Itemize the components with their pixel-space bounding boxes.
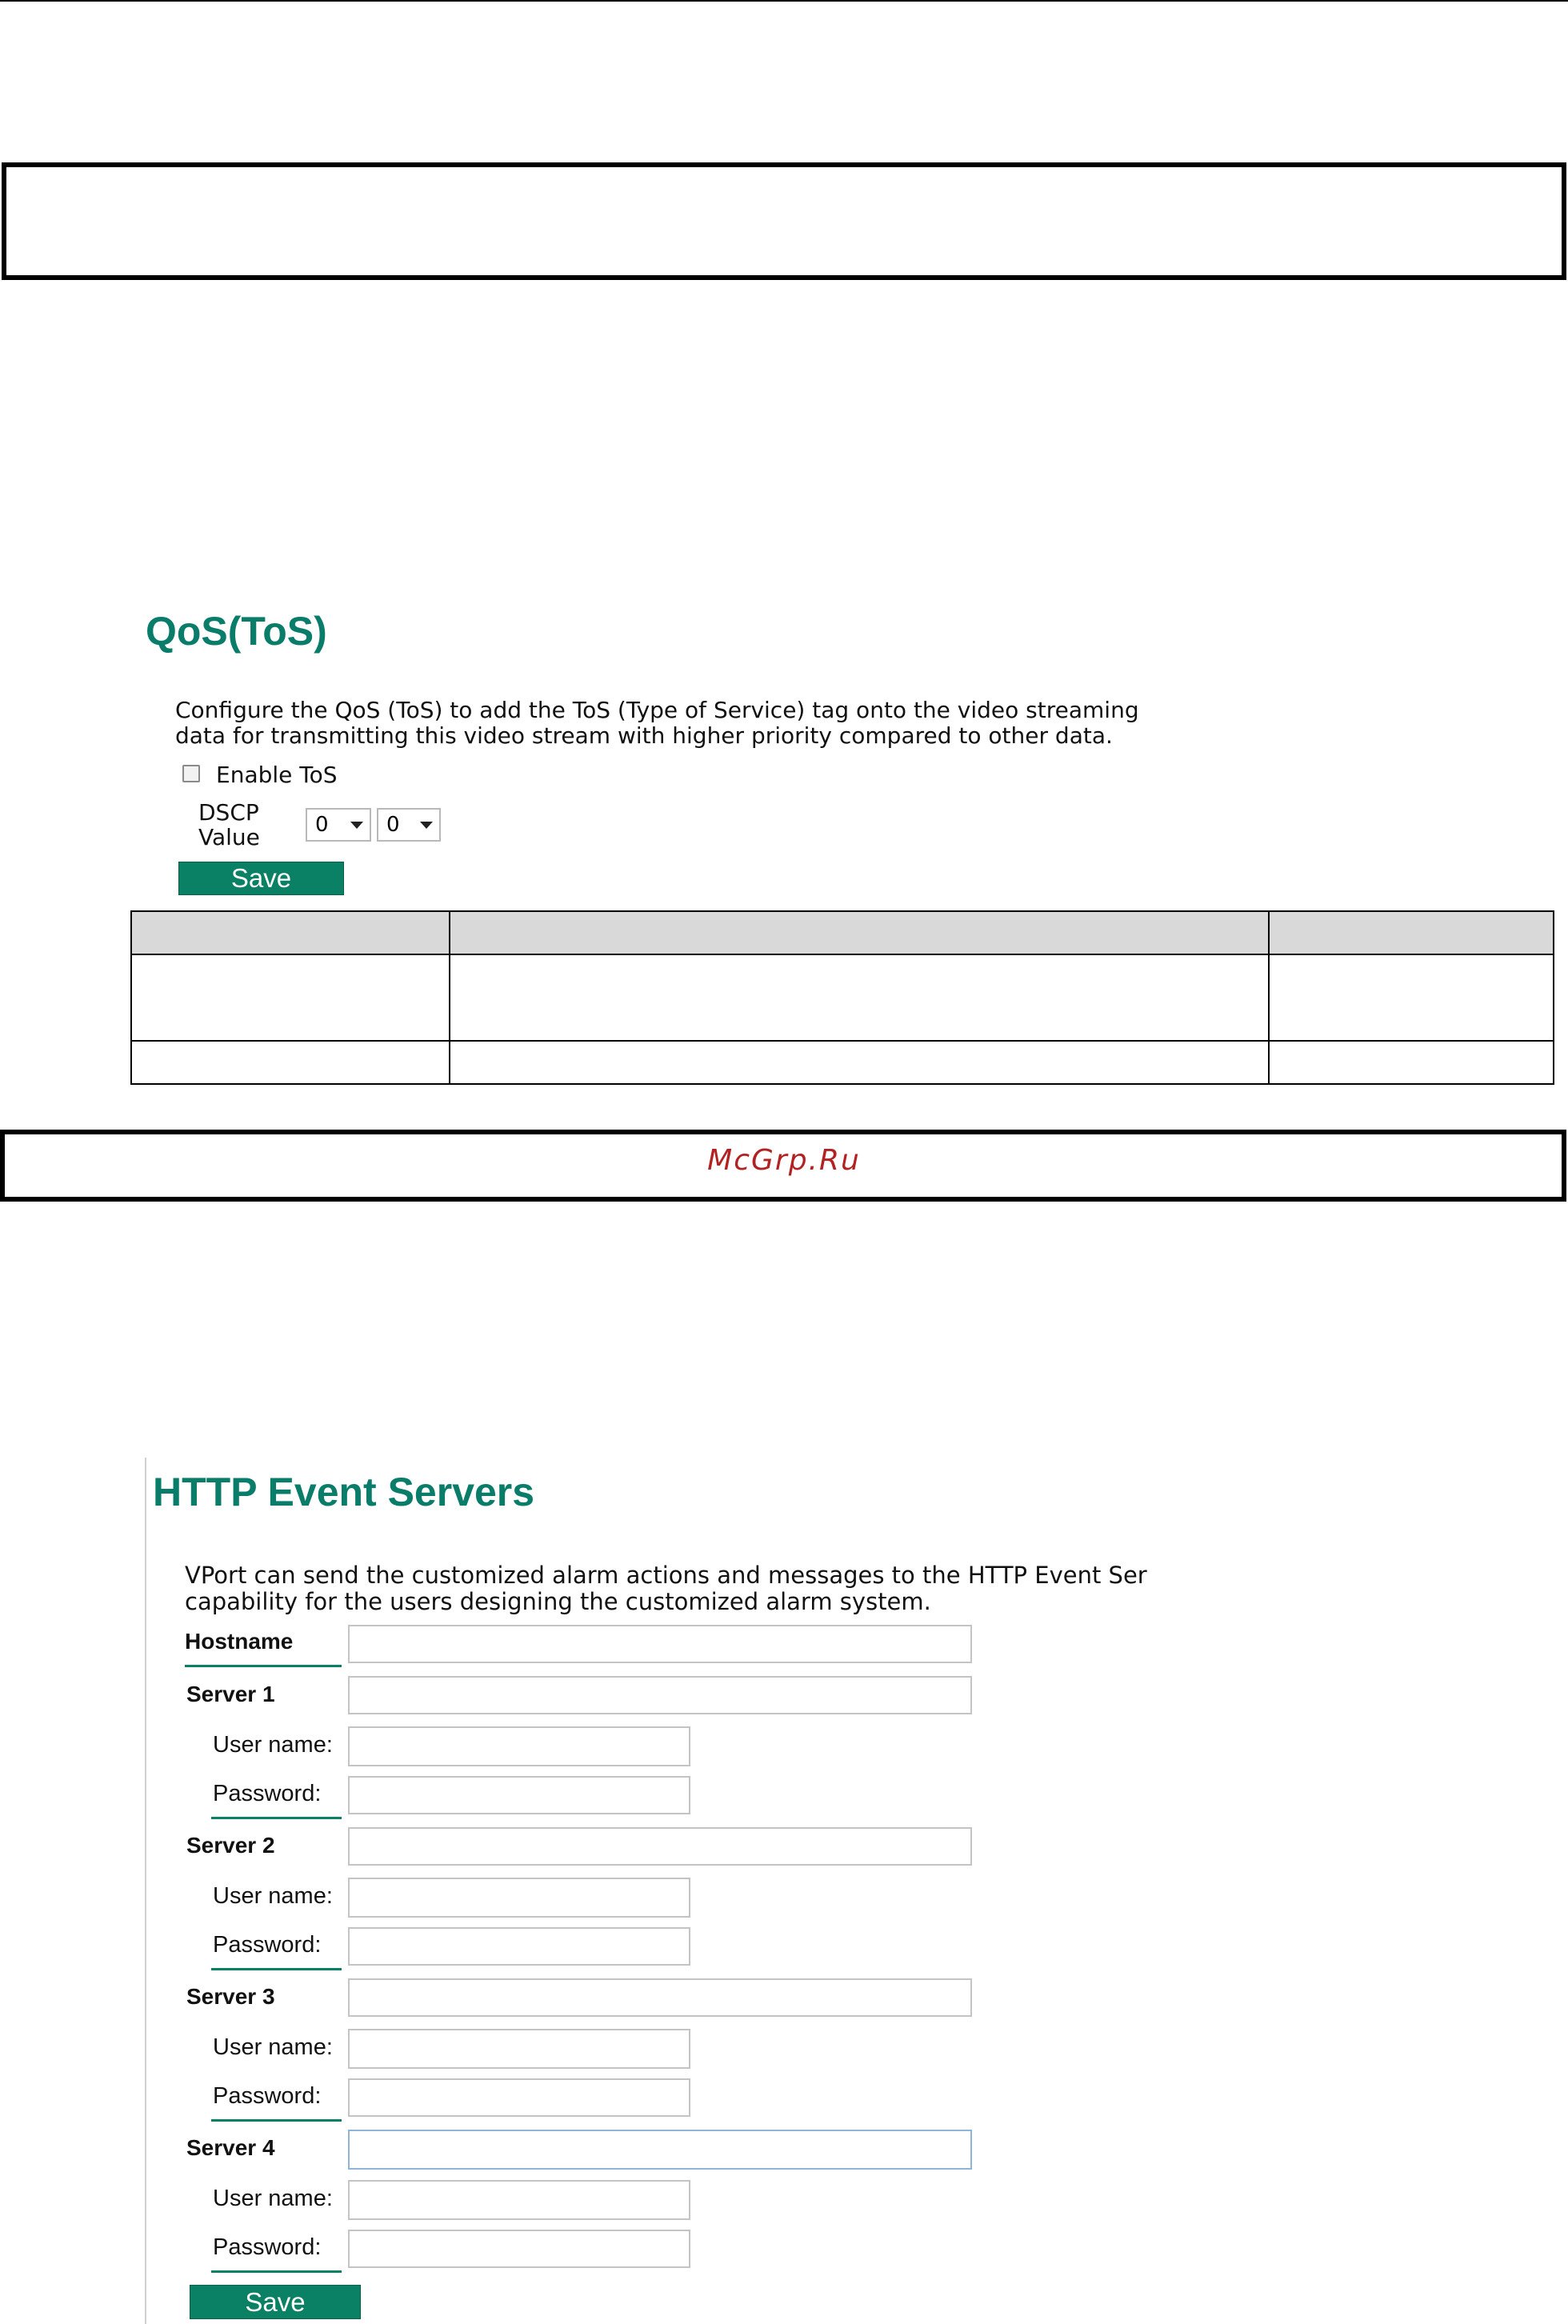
server-3-label: Server 3 bbox=[186, 1984, 275, 2009]
http-description bbox=[185, 1562, 1385, 1615]
dscp-select-2[interactable] bbox=[377, 808, 441, 842]
server-2-label: Server 2 bbox=[186, 1833, 275, 1858]
table-cell bbox=[131, 1041, 450, 1084]
settings-table bbox=[130, 910, 1554, 1085]
server-1-password-label: Password: bbox=[213, 1781, 322, 1806]
top-rule bbox=[0, 0, 1568, 2]
server-4-label: Server 4 bbox=[186, 2135, 275, 2160]
qos-description-line-2: data for transmitting this video stream with higher priority compared to other data. bbox=[175, 722, 1113, 749]
qos-title: QoS(ToS) bbox=[146, 609, 327, 654]
table-row bbox=[131, 954, 1554, 1041]
server-3-input[interactable] bbox=[348, 1978, 972, 2017]
hostname-label: Hostname bbox=[185, 1629, 294, 1654]
server-1-username-label: User name: bbox=[213, 1732, 333, 1758]
server-3-underline bbox=[211, 2119, 342, 2122]
qos-description-line-1: Configure the QoS (ToS) to add the ToS (Type of Service) tag onto the video streaming bbox=[175, 697, 1139, 723]
server-2-underline bbox=[211, 1968, 342, 1970]
table-row bbox=[131, 1041, 1554, 1084]
server-2-username-input[interactable] bbox=[348, 1878, 690, 1918]
hostname-input[interactable] bbox=[348, 1625, 972, 1663]
server-3-password-label: Password: bbox=[213, 2083, 322, 2109]
server-1-password-input[interactable] bbox=[348, 1776, 690, 1814]
server-3-username-input[interactable] bbox=[348, 2029, 690, 2069]
server-4-username-label: User name: bbox=[213, 2186, 333, 2211]
table-cell bbox=[131, 954, 450, 1041]
table-cell bbox=[1269, 1041, 1554, 1084]
chevron-down-icon bbox=[420, 822, 433, 829]
dscp-select-1-value: 0 bbox=[315, 813, 329, 837]
table-header-cell bbox=[131, 911, 450, 954]
http-save-button[interactable]: Save bbox=[190, 2285, 361, 2319]
dscp-label bbox=[198, 800, 260, 850]
watermark: McGrp.Ru bbox=[707, 1144, 861, 1177]
table-header-cell bbox=[1269, 911, 1554, 954]
qos-description bbox=[175, 698, 1375, 749]
server-2-password-input[interactable] bbox=[348, 1927, 690, 1966]
server-4-password-label: Password: bbox=[213, 2234, 322, 2260]
hostname-underline bbox=[185, 1665, 342, 1667]
server-3-password-input[interactable] bbox=[348, 2078, 690, 2117]
dscp-select-2-value: 0 bbox=[386, 813, 400, 837]
server-4-input[interactable] bbox=[348, 2130, 972, 2170]
enable-tos-checkbox[interactable] bbox=[182, 765, 200, 782]
server-1-label: Server 1 bbox=[186, 1682, 275, 1706]
server-1-underline bbox=[211, 1817, 342, 1819]
table-header-row bbox=[131, 911, 1554, 954]
server-1-input[interactable] bbox=[348, 1676, 972, 1714]
panel-left-border bbox=[145, 1458, 146, 2324]
server-4-username-input[interactable] bbox=[348, 2180, 690, 2220]
note-box-top bbox=[2, 162, 1566, 280]
table-header-cell bbox=[450, 911, 1269, 954]
dscp-label-line-2: Value bbox=[198, 824, 260, 850]
http-description-line-2: capability for the users designing the customized alarm system. bbox=[185, 1588, 931, 1615]
server-2-username-label: User name: bbox=[213, 1883, 333, 1909]
chevron-down-icon bbox=[350, 822, 363, 829]
server-3-username-label: User name: bbox=[213, 2034, 333, 2060]
table-cell bbox=[1269, 954, 1554, 1041]
enable-tos-label: Enable ToS bbox=[216, 762, 338, 788]
http-title: HTTP Event Servers bbox=[153, 1470, 535, 1514]
server-4-password-input[interactable] bbox=[348, 2230, 690, 2268]
qos-save-button[interactable]: Save bbox=[178, 862, 344, 895]
http-description-line-1: VPort can send the customized alarm actions and messages to the HTTP Event Ser bbox=[185, 1562, 1147, 1589]
table-cell bbox=[450, 954, 1269, 1041]
server-4-underline bbox=[211, 2270, 342, 2273]
dscp-label-line-1: DSCP bbox=[198, 799, 259, 826]
server-2-input[interactable] bbox=[348, 1827, 972, 1866]
server-2-password-label: Password: bbox=[213, 1932, 322, 1958]
server-1-username-input[interactable] bbox=[348, 1726, 690, 1766]
table-cell bbox=[450, 1041, 1269, 1084]
dscp-select-1[interactable] bbox=[306, 808, 371, 842]
